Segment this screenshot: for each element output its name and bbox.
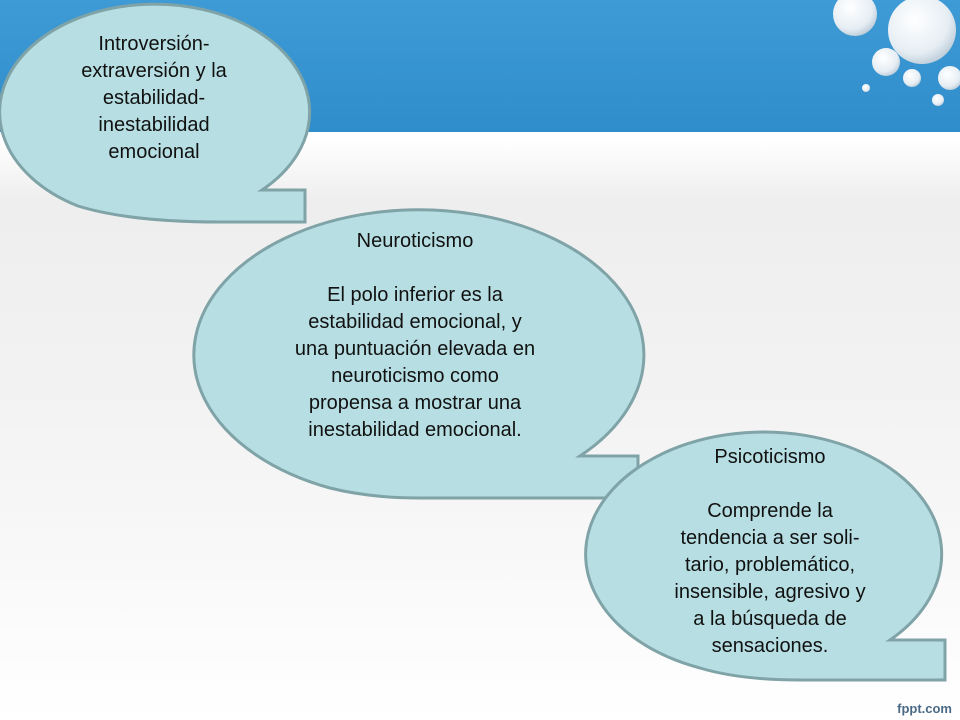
bubble-psicoticismo-line: insensible, agresivo y xyxy=(674,581,866,603)
bubble-neuroticismo-line: propensa a mostrar una xyxy=(308,392,522,414)
bubble-psicoticismo-text xyxy=(630,444,910,660)
bubble-introversion-line: inestabilidad xyxy=(98,114,210,136)
watermark: fppt.com xyxy=(897,701,952,716)
bubble-neuroticismo-line: estabilidad emocional, y xyxy=(308,311,522,333)
bubble-neuroticismo-line: inestabilidad emocional. xyxy=(308,419,522,441)
bubble-introversion-line: Introversión- xyxy=(98,33,210,55)
bubble-neuroticismo-line: El polo inferior es la xyxy=(327,284,503,306)
bubble-introversion-line: extraversión y la xyxy=(81,60,227,82)
bubble-neuroticismo-line: neuroticismo como xyxy=(331,365,499,387)
bubble-psicoticismo-line: a la búsqueda de xyxy=(693,608,847,630)
bubble-psicoticismo-line: sensaciones. xyxy=(711,635,829,657)
bubble-psicoticismo-line: tendencia a ser soli- xyxy=(680,527,860,549)
bubble-introversion-line: estabilidad- xyxy=(102,87,206,109)
bubble-psicoticismo-line: tario, problemático, xyxy=(684,554,856,576)
bubble-introversion-line: emocional xyxy=(108,141,200,163)
bubble-neuroticismo-title: Neuroticismo xyxy=(356,230,474,252)
bubble-neuroticismo-line: una puntuación elevada en xyxy=(294,338,536,360)
bubble-psicoticismo-title: Psicoticismo xyxy=(714,446,826,468)
bubble-psicoticismo-line: Comprende la xyxy=(707,500,833,522)
